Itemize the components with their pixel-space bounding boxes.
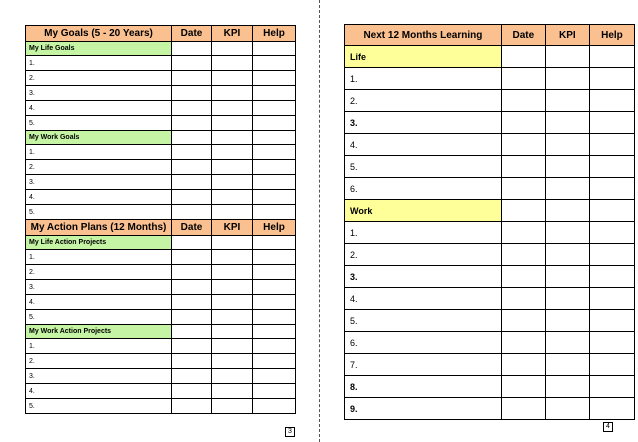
help-cell[interactable] xyxy=(253,86,296,101)
list-item xyxy=(26,101,296,116)
help-cell[interactable] xyxy=(253,354,296,369)
date-cell[interactable] xyxy=(172,101,212,116)
section-row xyxy=(26,131,296,145)
date-cell[interactable] xyxy=(172,310,212,325)
list-item xyxy=(345,112,635,134)
date-cell[interactable] xyxy=(172,325,212,339)
kpi-cell[interactable] xyxy=(212,310,253,325)
kpi-cell[interactable] xyxy=(212,56,253,71)
help-cell[interactable] xyxy=(589,200,634,222)
date-cell[interactable] xyxy=(172,86,212,101)
help-cell[interactable] xyxy=(253,295,296,310)
section-title: My Life Action Projects xyxy=(26,236,172,250)
help-cell[interactable] xyxy=(253,42,296,56)
help-cell[interactable] xyxy=(589,288,634,310)
date-cell[interactable] xyxy=(172,71,212,86)
kpi-cell[interactable] xyxy=(212,160,253,175)
item-label[interactable]: 7. xyxy=(345,354,502,376)
item-label[interactable]: 4. xyxy=(26,384,172,399)
list-item xyxy=(26,369,296,384)
list-item xyxy=(26,56,296,71)
help-cell[interactable] xyxy=(589,266,634,288)
section-row xyxy=(26,236,296,250)
item-label[interactable]: 9. xyxy=(345,398,502,420)
item-label[interactable]: 6. xyxy=(345,332,502,354)
header-title: My Goals (5 - 20 Years) xyxy=(26,26,172,42)
date-cell[interactable] xyxy=(172,295,212,310)
help-cell[interactable] xyxy=(589,178,634,200)
help-cell[interactable] xyxy=(589,68,634,90)
kpi-cell[interactable] xyxy=(545,112,589,134)
item-label[interactable]: 3. xyxy=(26,86,172,101)
kpi-cell[interactable] xyxy=(212,131,253,145)
kpi-cell[interactable] xyxy=(545,310,589,332)
page-number: 4 xyxy=(603,422,613,432)
list-item xyxy=(26,86,296,101)
list-item xyxy=(345,68,635,90)
item-label[interactable]: 6. xyxy=(345,178,502,200)
right-page xyxy=(320,0,638,442)
item-label[interactable]: 5. xyxy=(26,205,172,220)
kpi-cell[interactable] xyxy=(545,376,589,398)
list-item xyxy=(345,178,635,200)
item-label[interactable]: 2. xyxy=(26,71,172,86)
kpi-cell[interactable] xyxy=(212,145,253,160)
item-label[interactable]: 4. xyxy=(26,101,172,116)
list-item xyxy=(345,398,635,420)
date-cell[interactable] xyxy=(501,134,545,156)
kpi-cell[interactable] xyxy=(212,250,253,265)
help-cell[interactable] xyxy=(253,205,296,220)
kpi-cell[interactable] xyxy=(545,266,589,288)
date-cell[interactable] xyxy=(172,236,212,250)
date-cell[interactable] xyxy=(172,280,212,295)
kpi-cell[interactable] xyxy=(212,86,253,101)
date-cell[interactable] xyxy=(501,398,545,420)
item-label[interactable]: 3. xyxy=(26,280,172,295)
date-cell[interactable] xyxy=(172,175,212,190)
date-cell[interactable] xyxy=(501,266,545,288)
help-cell[interactable] xyxy=(253,384,296,399)
date-cell[interactable] xyxy=(172,131,212,145)
help-cell[interactable] xyxy=(253,339,296,354)
learning-table xyxy=(344,24,635,420)
list-item xyxy=(26,265,296,280)
kpi-cell[interactable] xyxy=(212,354,253,369)
help-cell[interactable] xyxy=(253,175,296,190)
help-cell[interactable] xyxy=(589,222,634,244)
date-cell[interactable] xyxy=(172,265,212,280)
help-cell[interactable] xyxy=(589,244,634,266)
item-label[interactable]: 5. xyxy=(26,399,172,414)
list-item xyxy=(345,354,635,376)
help-cell[interactable] xyxy=(589,46,634,68)
header-date: Date xyxy=(172,26,212,42)
kpi-cell[interactable] xyxy=(212,71,253,86)
date-cell[interactable] xyxy=(172,399,212,414)
help-cell[interactable] xyxy=(589,310,634,332)
section-row xyxy=(345,46,635,68)
kpi-cell[interactable] xyxy=(212,236,253,250)
date-cell[interactable] xyxy=(501,178,545,200)
help-cell[interactable] xyxy=(253,236,296,250)
help-cell[interactable] xyxy=(589,354,634,376)
kpi-cell[interactable] xyxy=(212,265,253,280)
list-item xyxy=(26,399,296,414)
item-label[interactable]: 1. xyxy=(345,222,502,244)
date-cell[interactable] xyxy=(501,156,545,178)
list-item xyxy=(345,332,635,354)
header-help: Help xyxy=(589,25,634,46)
section-row xyxy=(26,325,296,339)
kpi-cell[interactable] xyxy=(212,384,253,399)
item-label[interactable]: 1. xyxy=(26,339,172,354)
list-item xyxy=(26,71,296,86)
item-label[interactable]: 2. xyxy=(26,265,172,280)
section-title: Work xyxy=(345,200,502,222)
help-cell[interactable] xyxy=(253,101,296,116)
date-cell[interactable] xyxy=(172,190,212,205)
page-number: 3 xyxy=(285,427,295,437)
help-cell[interactable] xyxy=(253,160,296,175)
date-cell[interactable] xyxy=(501,90,545,112)
header-kpi: KPI xyxy=(212,220,253,236)
kpi-cell[interactable] xyxy=(545,244,589,266)
header-row xyxy=(26,26,296,42)
kpi-cell[interactable] xyxy=(212,101,253,116)
item-label[interactable]: 5. xyxy=(345,310,502,332)
date-cell[interactable] xyxy=(172,160,212,175)
kpi-cell[interactable] xyxy=(212,116,253,131)
date-cell[interactable] xyxy=(172,369,212,384)
help-cell[interactable] xyxy=(253,250,296,265)
item-label[interactable]: 5. xyxy=(26,310,172,325)
kpi-cell[interactable] xyxy=(545,222,589,244)
date-cell[interactable] xyxy=(172,354,212,369)
kpi-cell[interactable] xyxy=(545,288,589,310)
kpi-cell[interactable] xyxy=(545,68,589,90)
item-label[interactable]: 4. xyxy=(345,288,502,310)
kpi-cell[interactable] xyxy=(545,398,589,420)
date-cell[interactable] xyxy=(501,222,545,244)
date-cell[interactable] xyxy=(172,339,212,354)
item-label[interactable]: 8. xyxy=(345,376,502,398)
kpi-cell[interactable] xyxy=(545,90,589,112)
list-item xyxy=(345,266,635,288)
header-row xyxy=(345,25,635,46)
list-item xyxy=(345,156,635,178)
item-label[interactable]: 3. xyxy=(26,175,172,190)
goals-action-table xyxy=(25,25,296,414)
header-kpi: KPI xyxy=(545,25,589,46)
item-label[interactable]: 2. xyxy=(345,244,502,266)
header-title: My Action Plans (12 Months) xyxy=(26,220,172,236)
date-cell[interactable] xyxy=(172,116,212,131)
help-cell[interactable] xyxy=(253,116,296,131)
item-label[interactable]: 2. xyxy=(26,160,172,175)
kpi-cell[interactable] xyxy=(545,354,589,376)
date-cell[interactable] xyxy=(501,46,545,68)
list-item xyxy=(345,222,635,244)
help-cell[interactable] xyxy=(589,398,634,420)
list-item xyxy=(26,160,296,175)
item-label[interactable]: 2. xyxy=(345,90,502,112)
header-title: Next 12 Months Learning xyxy=(345,25,502,46)
list-item xyxy=(345,288,635,310)
list-item xyxy=(26,280,296,295)
date-cell[interactable] xyxy=(172,56,212,71)
help-cell[interactable] xyxy=(589,332,634,354)
header-kpi: KPI xyxy=(212,26,253,42)
item-label[interactable]: 1. xyxy=(345,68,502,90)
list-item xyxy=(26,190,296,205)
list-item xyxy=(26,339,296,354)
date-cell[interactable] xyxy=(172,250,212,265)
item-label[interactable]: 4. xyxy=(345,134,502,156)
help-cell[interactable] xyxy=(253,145,296,160)
header-row xyxy=(26,220,296,236)
list-item xyxy=(345,90,635,112)
item-label[interactable]: 3. xyxy=(26,369,172,384)
help-cell[interactable] xyxy=(253,369,296,384)
date-cell[interactable] xyxy=(501,112,545,134)
list-item xyxy=(26,116,296,131)
kpi-cell[interactable] xyxy=(212,175,253,190)
item-label[interactable]: 5. xyxy=(26,116,172,131)
help-cell[interactable] xyxy=(253,280,296,295)
list-item xyxy=(345,310,635,332)
item-label[interactable]: 1. xyxy=(26,56,172,71)
kpi-cell[interactable] xyxy=(212,42,253,56)
help-cell[interactable] xyxy=(253,310,296,325)
list-item xyxy=(345,376,635,398)
kpi-cell[interactable] xyxy=(212,339,253,354)
list-item xyxy=(26,250,296,265)
help-cell[interactable] xyxy=(589,112,634,134)
help-cell[interactable] xyxy=(253,325,296,339)
section-title: My Life Goals xyxy=(26,42,172,56)
item-label[interactable]: 2. xyxy=(26,354,172,369)
date-cell[interactable] xyxy=(501,200,545,222)
list-item xyxy=(26,205,296,220)
date-cell[interactable] xyxy=(501,332,545,354)
help-cell[interactable] xyxy=(253,56,296,71)
help-cell[interactable] xyxy=(253,265,296,280)
help-cell[interactable] xyxy=(253,190,296,205)
date-cell[interactable] xyxy=(172,145,212,160)
header-date: Date xyxy=(501,25,545,46)
item-label[interactable]: 3. xyxy=(345,112,502,134)
date-cell[interactable] xyxy=(501,244,545,266)
date-cell[interactable] xyxy=(501,354,545,376)
kpi-cell[interactable] xyxy=(545,332,589,354)
help-cell[interactable] xyxy=(253,399,296,414)
header-help: Help xyxy=(253,220,296,236)
item-label[interactable]: 5. xyxy=(345,156,502,178)
kpi-cell[interactable] xyxy=(545,178,589,200)
kpi-cell[interactable] xyxy=(212,190,253,205)
help-cell[interactable] xyxy=(589,156,634,178)
list-item xyxy=(26,354,296,369)
list-item xyxy=(26,145,296,160)
list-item xyxy=(345,244,635,266)
date-cell[interactable] xyxy=(172,384,212,399)
kpi-cell[interactable] xyxy=(212,399,253,414)
header-help: Help xyxy=(253,26,296,42)
item-label[interactable]: 4. xyxy=(26,295,172,310)
header-date: Date xyxy=(172,220,212,236)
kpi-cell[interactable] xyxy=(545,46,589,68)
section-row xyxy=(26,42,296,56)
kpi-cell[interactable] xyxy=(212,369,253,384)
kpi-cell[interactable] xyxy=(212,325,253,339)
section-title: My Work Action Projects xyxy=(26,325,172,339)
date-cell[interactable] xyxy=(501,376,545,398)
item-label[interactable]: 1. xyxy=(26,250,172,265)
date-cell[interactable] xyxy=(501,288,545,310)
kpi-cell[interactable] xyxy=(545,134,589,156)
help-cell[interactable] xyxy=(253,71,296,86)
kpi-cell[interactable] xyxy=(545,156,589,178)
section-title: My Work Goals xyxy=(26,131,172,145)
kpi-cell[interactable] xyxy=(212,205,253,220)
item-label[interactable]: 4. xyxy=(26,190,172,205)
section-row xyxy=(345,200,635,222)
date-cell[interactable] xyxy=(172,42,212,56)
help-cell[interactable] xyxy=(253,131,296,145)
kpi-cell[interactable] xyxy=(212,295,253,310)
date-cell[interactable] xyxy=(501,310,545,332)
item-label[interactable]: 1. xyxy=(26,145,172,160)
date-cell[interactable] xyxy=(501,68,545,90)
list-item xyxy=(26,310,296,325)
date-cell[interactable] xyxy=(172,205,212,220)
list-item xyxy=(345,134,635,156)
help-cell[interactable] xyxy=(589,134,634,156)
list-item xyxy=(26,295,296,310)
help-cell[interactable] xyxy=(589,90,634,112)
kpi-cell[interactable] xyxy=(212,280,253,295)
section-title: Life xyxy=(345,46,502,68)
list-item xyxy=(26,384,296,399)
list-item xyxy=(26,175,296,190)
help-cell[interactable] xyxy=(589,376,634,398)
kpi-cell[interactable] xyxy=(545,200,589,222)
item-label[interactable]: 3. xyxy=(345,266,502,288)
